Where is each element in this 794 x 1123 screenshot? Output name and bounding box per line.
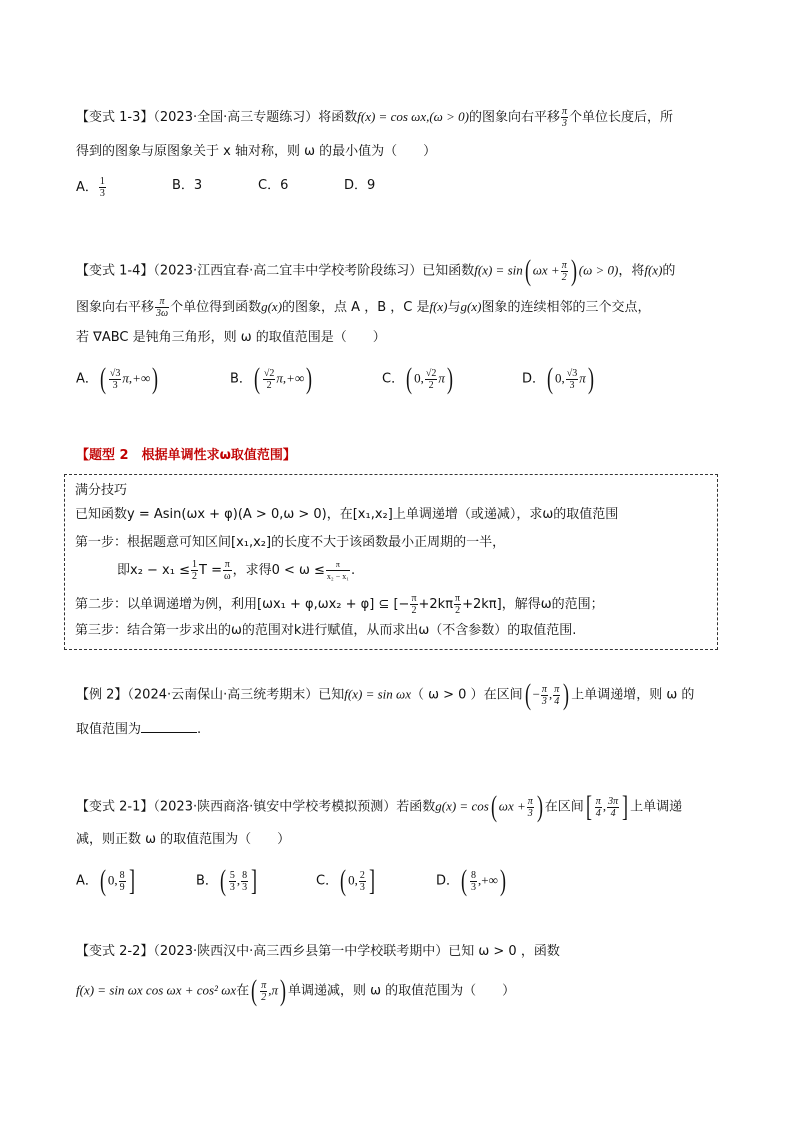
ex2-source: （2024·云南保山·高三统考期末） (127, 687, 319, 703)
v21-option-b[interactable]: B．( $\frac{5}{3}$ , $\frac{8}{3}$ ] (196, 864, 258, 897)
type2-title: 【题型 2 根据单调性求ω取值范围】 (76, 448, 296, 463)
v21-tag: 【变式 2-1】 (76, 799, 154, 815)
v14-tag: 【变式 1-4】 (76, 263, 154, 279)
ex2-tag: 【例 2】 (76, 687, 128, 703)
v13-text: 将函数 (318, 110, 358, 125)
v21-line2: 减，则正数 ω 的取值范围为（ ） (76, 832, 291, 847)
v22-source: （2023·陕西汉中·高三西乡县第一中学校联考期中） (153, 944, 449, 959)
v13-text3: 个单位长度后，所 (568, 110, 673, 125)
tips-line1: 已知函数y = Asin(ωx + φ)(A > 0,ω > 0)，在[x₁,x₂]上单调递增（或递减），求ω的取值范围 (75, 507, 619, 522)
v13-option-d[interactable]: D．9 (344, 178, 376, 193)
v13-option-c[interactable]: C．6 (258, 178, 289, 193)
v14-line1: 【变式 1-4】（2023·江西宜春·高二宜丰中学校考阶段练习）已知函数f(x) = sin( ωx + $\frac{\pi}{2}$ ) (ω > 0)，将f(x)的 (76, 254, 676, 287)
v21-option-a[interactable]: A．( 0, $\frac{8}{9}$ ] (76, 864, 135, 897)
v13-option-a[interactable]: A． $\frac{1}{3}$ (76, 176, 105, 199)
tips-heading: 满分技巧 (75, 483, 128, 498)
tips-line2: 第一步：根据题意可知区间[x₁,x₂]的长度不大于该函数最小正周期的一半， (75, 535, 506, 550)
v21-option-c[interactable]: C．( 0, $\frac{2}{3}$ ] (316, 864, 375, 897)
v13-tag: 【变式 1-3】 (76, 110, 154, 125)
v22-tag: 【变式 2-2】 (76, 944, 154, 959)
v13-fraction: $\frac{\pi}{3}$ (561, 106, 567, 129)
v13-option-b[interactable]: B．3 (172, 178, 203, 193)
ex2-line2: 取值范围为 . (76, 718, 201, 740)
tips-line3: 即x₂ − x₁ ≤ $\frac{1}{2}$ T = $\frac{\pi}{\omega}$ ，求得0 < ω ≤ $\frac{\pi}{\text{x₂ − x₁}}$ . (117, 559, 356, 582)
v21-option-d[interactable]: D．( $\frac{8}{3}$ ,+∞) (436, 864, 506, 897)
v14-option-c[interactable]: C．( 0, $\frac{√2}{2}$ π) (382, 362, 453, 395)
tips-line4: 第二步：以单调递增为例，利用[ωx₁ + φ,ωx₂ + φ] ⊆ [− $\frac{\pi}{2}$ +2kπ $\frac{\pi}{2}$ +2kπ]，解得ω的范围； (75, 593, 604, 616)
v21-source: （2023·陕西商洛·镇安中学校考模拟预测） (153, 799, 397, 815)
v13-formula: f(x) = cos ωx,(ω > 0) (357, 109, 469, 124)
tips-box (64, 474, 718, 650)
v14-option-b[interactable]: B．( $\frac{√2}{2}$ π,+∞) (230, 362, 313, 395)
v14-line2: 图象向右平移 $\frac{\pi}{3\omega}$ 个单位得到函数g(x)的图象，点 A ，B ，C 是f(x)与g(x)图象的连续相邻的三个交点， (76, 296, 651, 319)
v21-line1: 【变式 2-1】（2023·陕西商洛·镇安中学校考模拟预测）若函数g(x) = cos( ωx + $\frac{\pi}{3}$ ) 在区间[ $\frac{\pi}{4}$ , $\frac{3\pi}{4}$ ] 上单调递 (76, 790, 683, 823)
v22-line2: f(x) = sin ωx cos ωx + cos² ωx在( $\frac{\pi}{2}$ ,π) 单调递减，则 ω 的取值范围为（ ） (76, 974, 516, 1007)
v14-option-d[interactable]: D．( 0, $\frac{√3}{3}$ π) (522, 362, 594, 395)
answer-blank[interactable] (141, 718, 197, 733)
v14-source: （2023·江西宜春·高二宜丰中学校考阶段练习） (153, 263, 423, 279)
v14-option-a[interactable]: A．( $\frac{√3}{3}$ π,+∞) (76, 362, 159, 395)
v14-line3: 若 ∇ABC 是钝角三角形，则 ω 的取值范围是（ ） (76, 330, 386, 345)
tips-line5: 第三步：结合第一步求出的ω的范围对k进行赋值，从而求出ω（不含参数）的取值范围. (75, 623, 577, 638)
v22-line1: 【变式 2-2】（2023·陕西汉中·高三西乡县第一中学校联考期中）已知 ω > 0 ，函数 (76, 944, 560, 959)
v13-source: （2023·全国·高三专题练习） (153, 110, 319, 125)
v13-text2: 的图象向右平移 (468, 110, 560, 125)
ex2-line1: 【例 2】（2024·云南保山·高三统考期末）已知f(x) = sin ωx（ ω > 0 ）在区间( − $\frac{\pi}{3}$ , $\frac{\pi}{4}$ ) 上单调递增，则 ω 的 (76, 678, 695, 711)
v13-line1 (76, 106, 673, 129)
v13-line2: 得到的图象与原图象关于 x 轴对称，则 ω 的最小值为（ ） (76, 144, 437, 159)
